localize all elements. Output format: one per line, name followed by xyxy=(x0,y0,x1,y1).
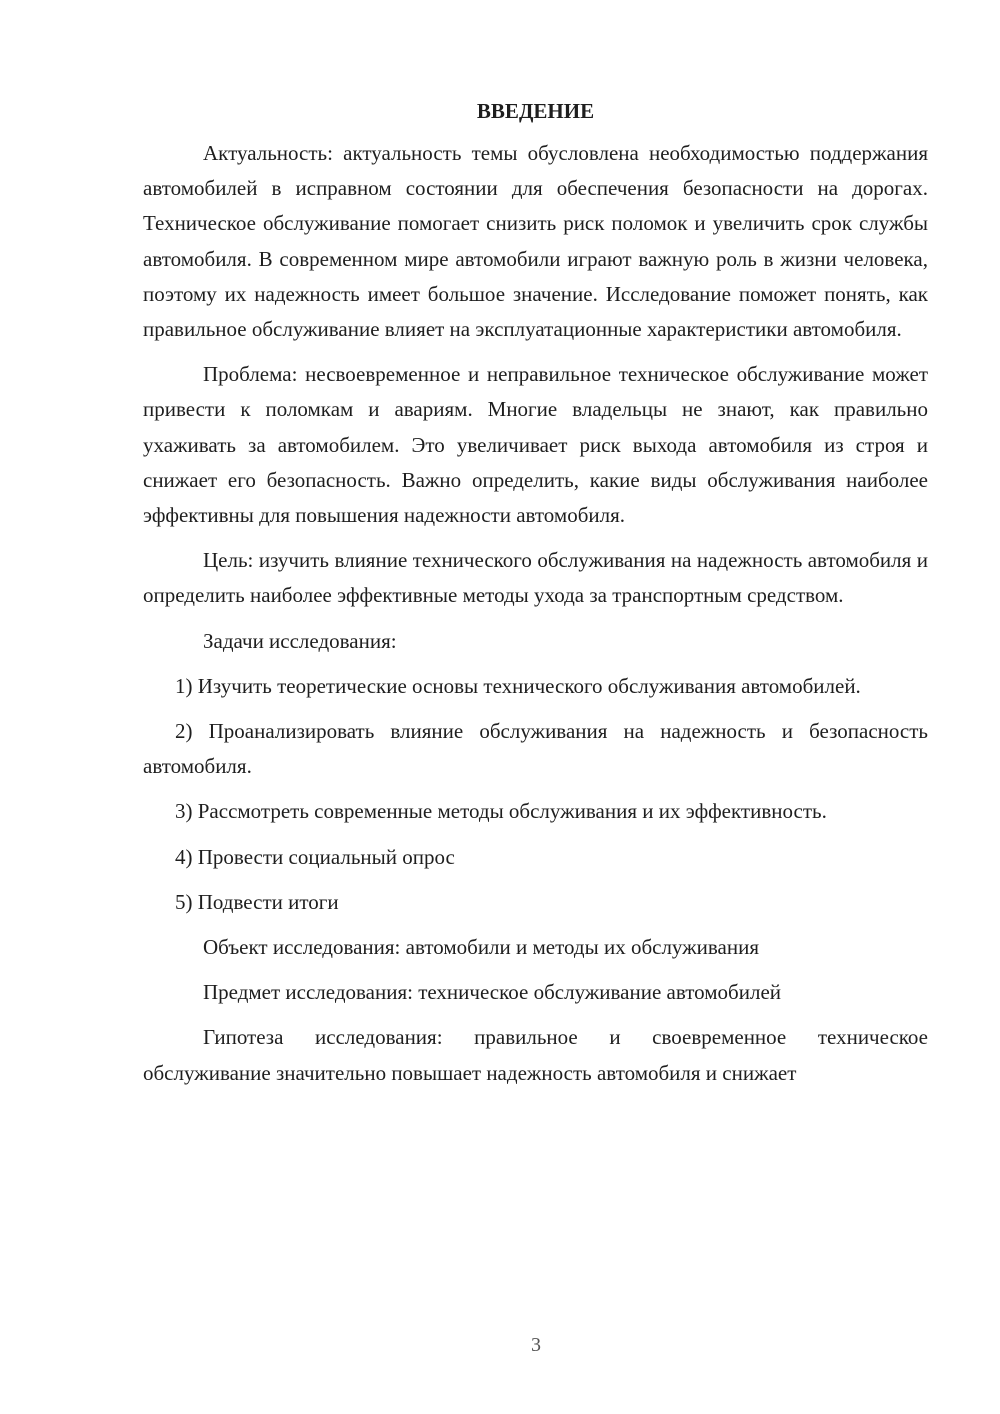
task-item-3: 3) Рассмотреть современные методы обслуживания и их эффективность. xyxy=(175,799,827,824)
problem-paragraph: Проблема: несвоевременное и неправильное техническое обслуживание может привести к поломкам и авариям. Многие владельцы не знают, как правильно ухаживать за автомобилем. Это увеличивает риск выхода автомобиля из строя и снижает его безопасность. Важно определить, какие виды обслуживания наиболее эффективны для повышения надежности автомобиля. xyxy=(143,362,928,528)
document-page xyxy=(143,96,928,1101)
task-item-5: 5) Подвести итоги xyxy=(175,889,339,914)
task-item-2: 2) Проанализировать влияние обслуживания на надежность и безопасность автомобиля. xyxy=(143,719,928,779)
tasks-heading: Задачи исследования: xyxy=(203,628,397,653)
task-item-4: 4) Провести социальный опрос xyxy=(175,844,455,869)
task-item-1: 1) Изучить теоретические основы технического обслуживания автомобилей. xyxy=(175,673,861,698)
goal-paragraph: Цель: изучить влияние технического обслуживания на надежность автомобиля и определить наиболее эффективные методы ухода за транспортным средством. xyxy=(143,548,928,608)
relevance-paragraph: Актуальность: актуальность темы обусловлена необходимостью поддержания автомобилей в исправном состоянии для обеспечения безопасности на дорогах. Техническое обслуживание помогает снизить риск поломок и увеличить срок службы автомобиля. В современном мире автомобили играют важную роль в жизни человека, поэтому их надежность имеет большое значение. Исследование поможет понять, как правильное обслуживание влияет на эксплуатационные характеристики автомобиля. xyxy=(143,141,928,342)
subject-line: Предмет исследования: техническое обслуживание автомобилей xyxy=(203,980,782,1005)
hypothesis-paragraph: Гипотеза исследования: правильное и своевременное техническое обслуживание значительно повышает надежность автомобиля и снижает xyxy=(143,1025,928,1085)
page-number: 3 xyxy=(531,1334,541,1356)
object-line: Объект исследования: автомобили и методы их обслуживания xyxy=(203,935,759,960)
section-title: ВВЕДЕНИЕ xyxy=(476,99,595,123)
